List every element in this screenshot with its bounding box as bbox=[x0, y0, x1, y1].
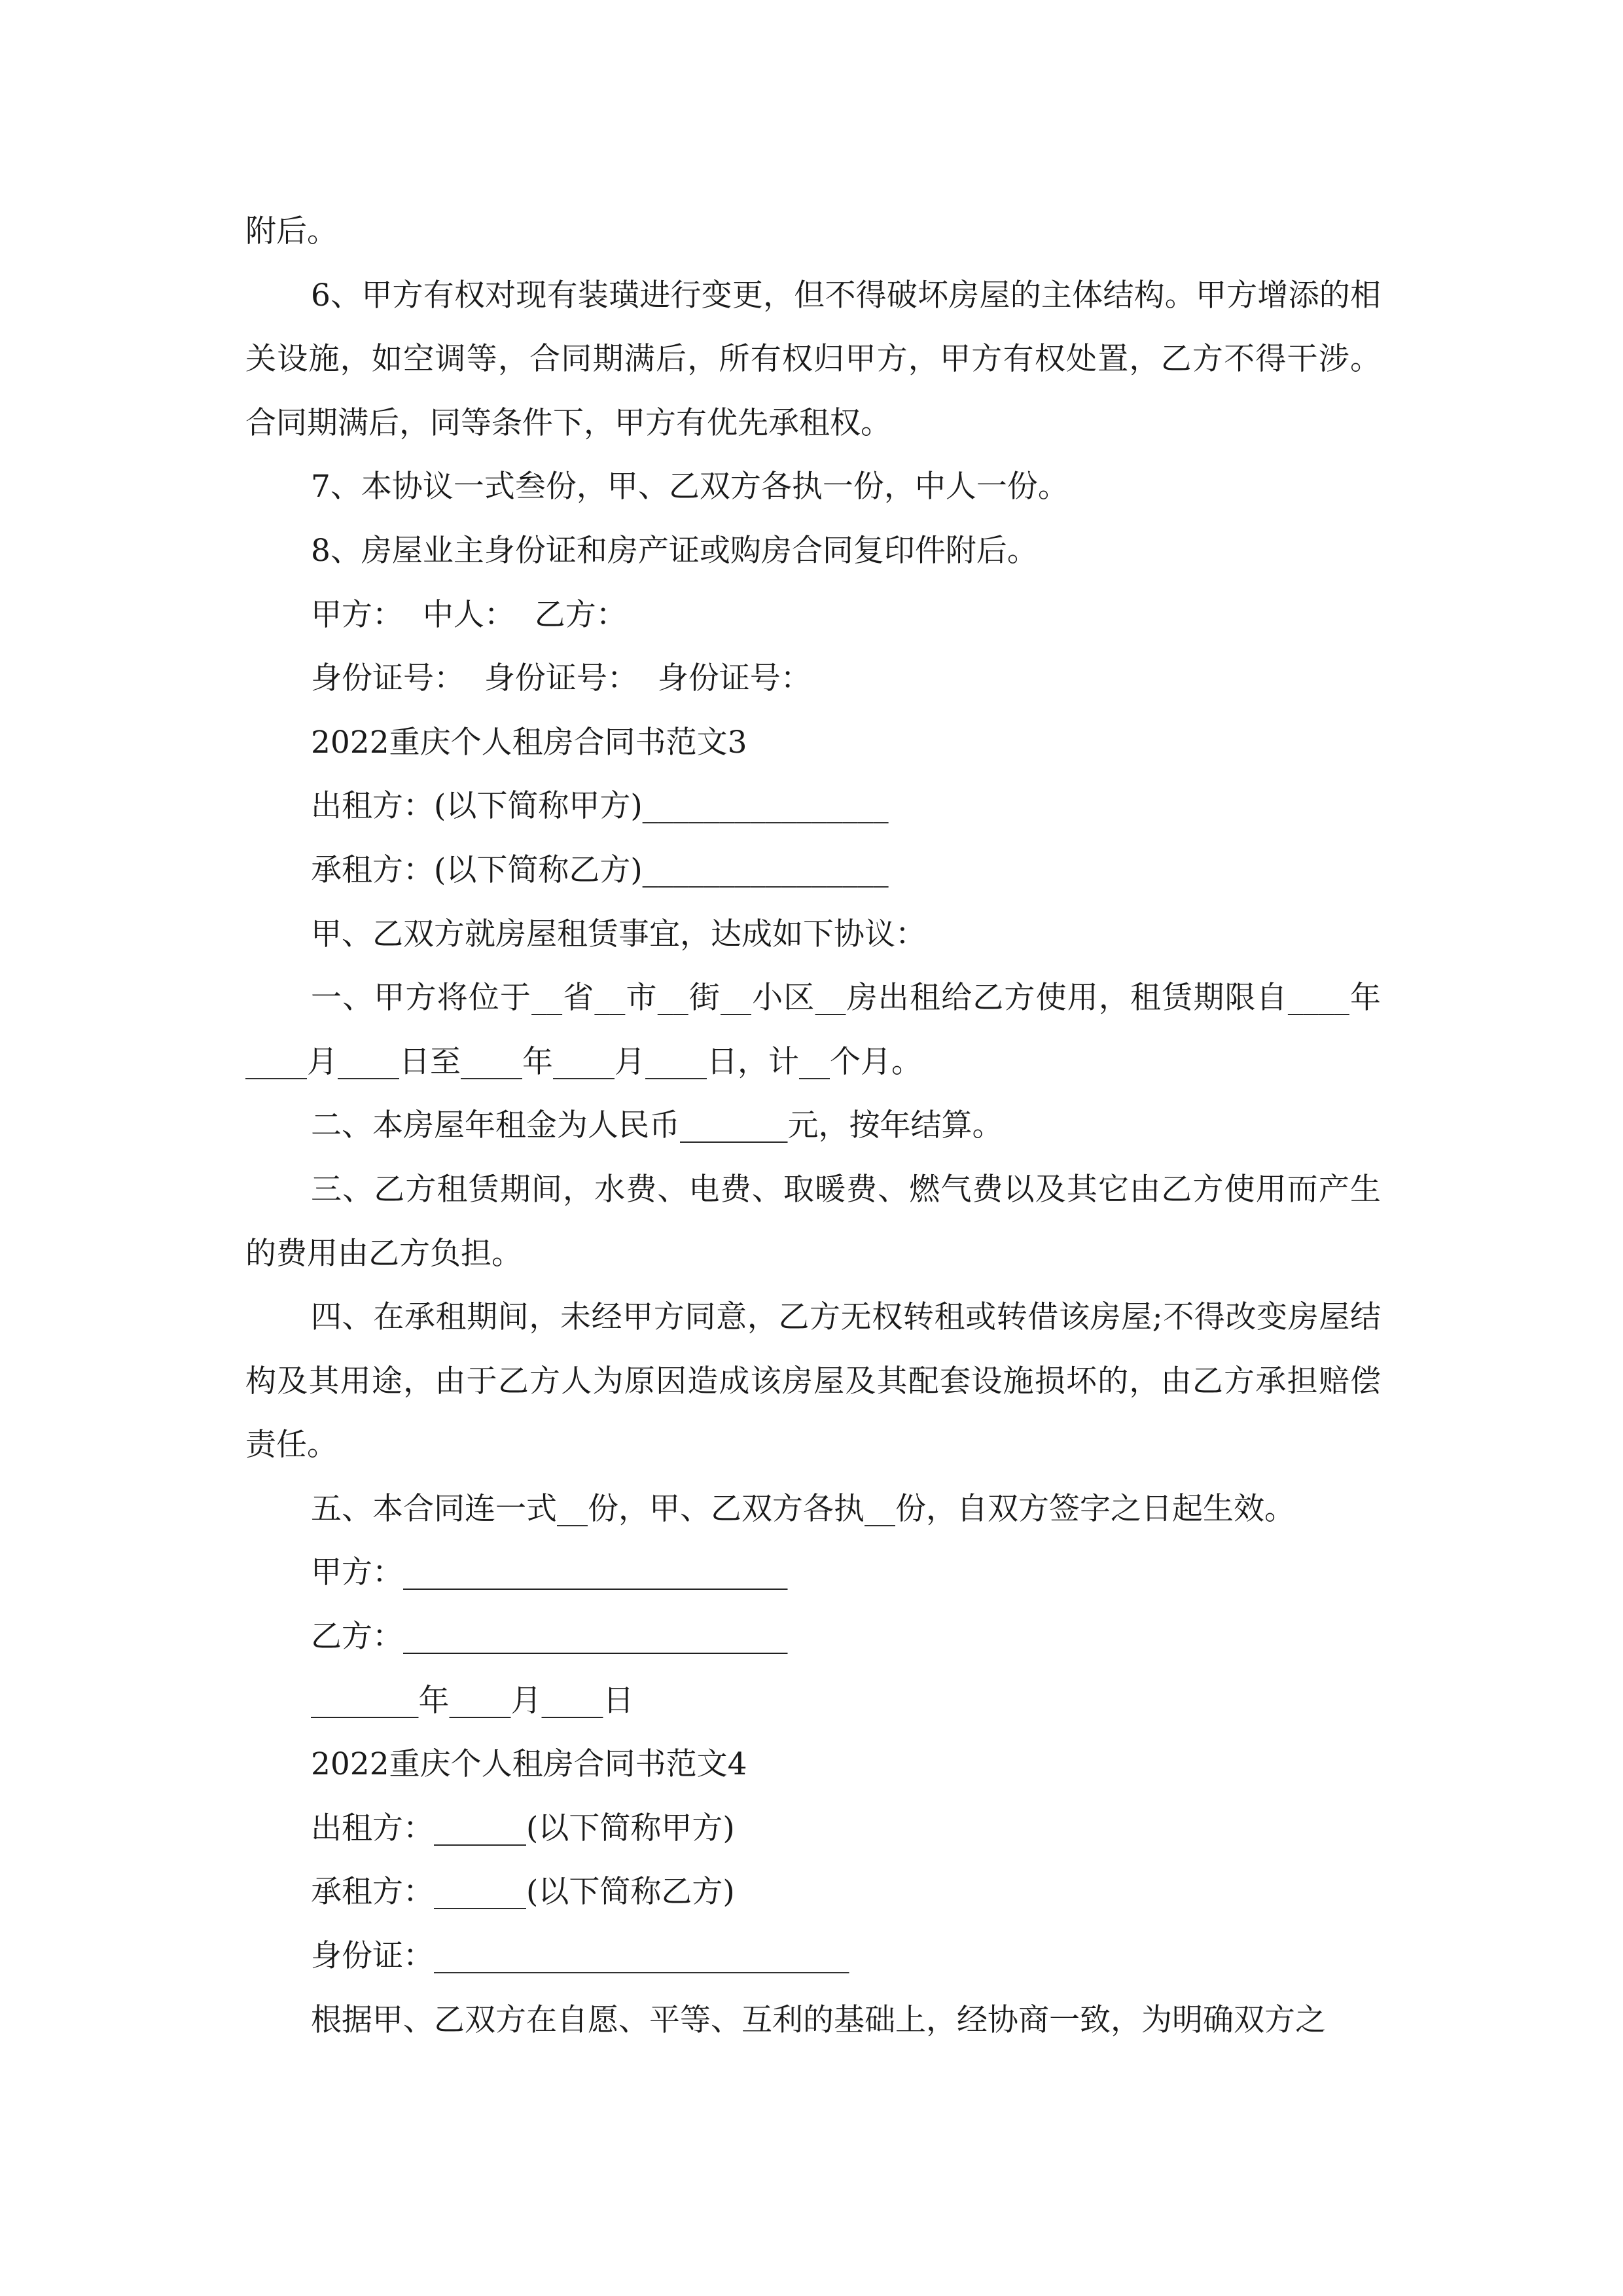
clause-8: 8、房屋业主身份证和房产证或购房合同复印件附后。 bbox=[311, 532, 1038, 569]
clause-7: 7、本协议一式叁份，甲、乙双方各执一份，中人一份。 bbox=[311, 469, 1069, 505]
preamble: 根据甲、乙双方在自愿、平等、互利的基础上，经协商一致，为明确双方之 bbox=[311, 2001, 1326, 2038]
signature-id-numbers: 身份证号： 身份证号： 身份证号： bbox=[311, 660, 812, 697]
lessee-line-4: 承租方：______(以下简称乙方) bbox=[311, 1874, 735, 1910]
agreement-intro: 甲、乙双方就房屋租赁事宜，达成如下协议： bbox=[311, 916, 926, 952]
signing-date: _______年____月____日 bbox=[311, 1682, 634, 1719]
lessor-line-4: 出租方：______(以下简称甲方) bbox=[311, 1810, 735, 1846]
party-b-signature: 乙方：_________________________ bbox=[311, 1619, 788, 1655]
clause-two: 二、本房屋年租金为人民币_______元，按年结算。 bbox=[311, 1107, 1003, 1144]
section-heading-3: 2022重庆个人租房合同书范文3 bbox=[311, 724, 747, 761]
section-heading-4: 2022重庆个人租房合同书范文4 bbox=[311, 1746, 747, 1783]
clause-one: 一、甲方将位于__省__市__街__小区__房出租给乙方使用，租赁期限自____年____月____日至____年____月____日，计__个月。 bbox=[245, 980, 1381, 1080]
clause-four: 四、在承租期间，未经甲方同意，乙方无权转租或转借该房屋;不得改变房屋结构及其用途，由于乙方人为原因造成该房屋及其配套设施损坏的，由乙方承担赔偿责任。 bbox=[245, 1299, 1381, 1463]
paragraph: 附后。 bbox=[245, 213, 338, 249]
id-card-line: 身份证：___________________________ bbox=[311, 1938, 849, 1975]
clause-five: 五、本合同连一式__份，甲、乙双方各执__份，自双方签字之日起生效。 bbox=[311, 1490, 1295, 1527]
lessor-line: 出租方：(以下简称甲方)________________ bbox=[311, 788, 889, 825]
signature-parties: 甲方： 中人： 乙方： bbox=[311, 596, 627, 633]
clause-6: 6、甲方有权对现有装璜进行变更，但不得破坏房屋的主体结构。甲方增添的相关设施，如空调等，合同期满后，所有权归甲方，甲方有权处置，乙方不得干涉。合同期满后，同等条件下，甲方有优先承租权。 bbox=[245, 277, 1381, 441]
clause-three: 三、乙方租赁期间，水费、电费、取暖费、燃气费以及其它由乙方使用而产生的费用由乙方负担。 bbox=[245, 1171, 1381, 1272]
document-page bbox=[245, 200, 1381, 2052]
lessee-line: 承租方：(以下简称乙方)________________ bbox=[311, 852, 889, 888]
party-a-signature: 甲方：_________________________ bbox=[311, 1554, 788, 1591]
